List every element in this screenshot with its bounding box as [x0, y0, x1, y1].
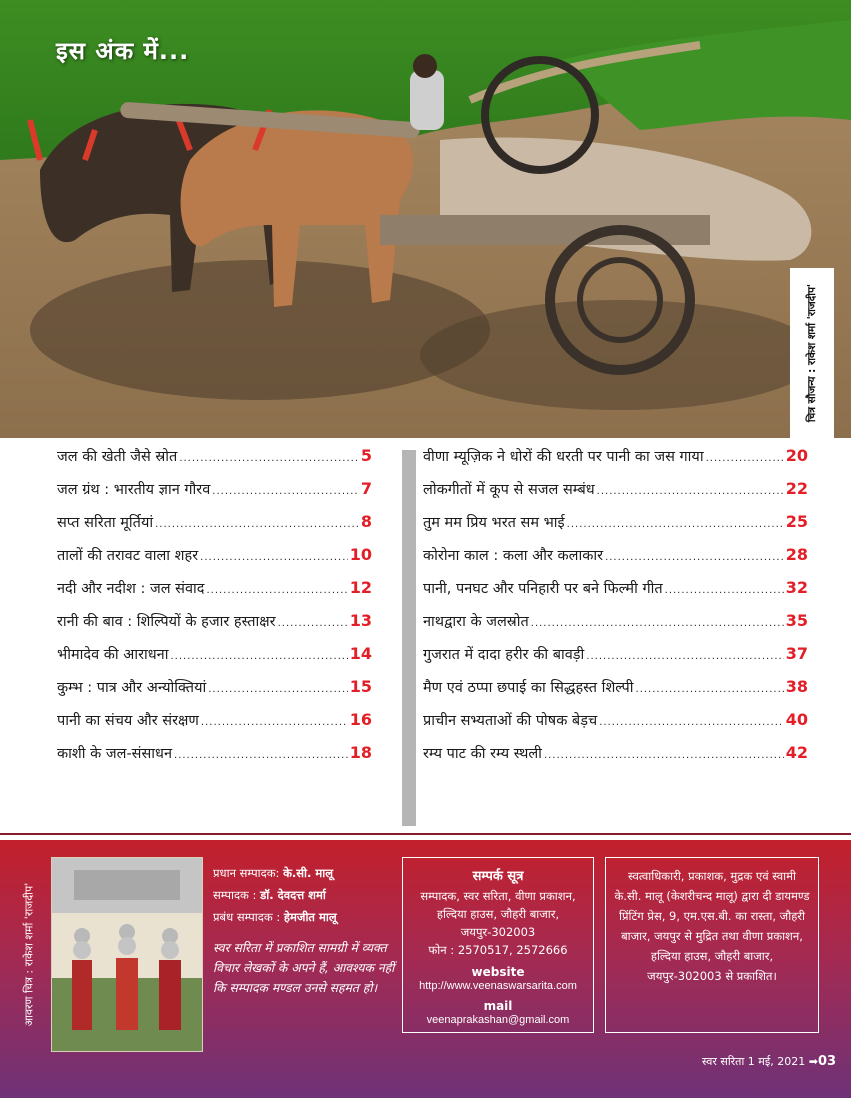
website-link[interactable]: http://www.veenaswarsarita.com	[419, 980, 577, 992]
toc-entry-page: 28	[785, 545, 808, 564]
website-label: website	[471, 965, 525, 979]
toc-entry-page: 35	[785, 611, 808, 630]
toc-entry[interactable]	[423, 446, 808, 479]
toc-entry-title: तुम मम प्रिय भरत सम भाई	[423, 515, 565, 531]
photo-credit-text: चित्र सौजन्य : राकेश शर्मा 'राजदीप'	[806, 283, 818, 423]
toc-entry[interactable]	[57, 611, 372, 644]
footer-top-rule	[0, 833, 851, 835]
toc-leader-dots	[278, 618, 348, 629]
toc-entry-title: नाथद्वारा के जलस्रोत	[423, 614, 529, 630]
footer-date: 1 मई, 2021	[747, 1055, 806, 1068]
toc-leader-dots	[201, 717, 348, 728]
toc-entry-title: कोरोना काल : कला और कलाकार	[423, 548, 604, 564]
cover-credit-text: आवरण चित्र : राकेश शर्मा 'राजदीप'	[22, 882, 36, 1026]
editor-role: प्रबंध सम्पादक :	[213, 910, 281, 924]
toc-entry-page: 22	[785, 479, 808, 498]
toc-entry-title: लोकगीतों में कूप से सजल सम्बंध	[423, 482, 595, 498]
cover-photo	[0, 0, 851, 438]
toc-entry-page: 20	[785, 446, 808, 465]
toc-leader-dots	[665, 585, 784, 596]
toc-entry-title: गुजरात में दादा हरीर की बावड़ी	[423, 647, 585, 663]
toc-entry-page: 38	[785, 677, 808, 696]
page-number: 03	[817, 1054, 837, 1069]
toc-entry-page: 18	[349, 743, 372, 762]
toc-leader-dots	[179, 453, 359, 464]
contact-phone: फोन : 2570517, 2572666	[428, 943, 568, 957]
toc-entry[interactable]	[57, 512, 372, 545]
toc-entry-title: कुम्भ : पात्र और अन्योक्तियां	[57, 680, 207, 696]
ownership-text: स्वत्वाधिकारी, प्रकाशक, मुद्रक एवं स्वामी के.सी. मालू (केशरीचन्द मालू) द्वारा दी डायमण्ड प्रिंटिंग प्रेस, 9, एम.एस.बी. का रास्ता, जौहरी बाजार, जयपुर से मुद्रित तथा वीणा प्रकाशन, हल्दिया हाउस, जौहरी बाजार, जयपुर-302003 से प्रकाशित।	[614, 869, 810, 983]
toc-entry-page: 15	[349, 677, 372, 696]
toc-right-column	[423, 446, 808, 776]
toc-entry-title: पानी, पनघट और पनिहारी पर बने फिल्मी गीत	[423, 581, 663, 597]
toc-entry-page: 7	[360, 479, 372, 498]
toc-leader-dots	[586, 651, 783, 662]
toc-entry[interactable]	[423, 479, 808, 512]
toc-entry-title: वीणा म्यूज़िक ने धोरों की धरती पर पानी का जस गाया	[423, 449, 704, 465]
toc-entry-page: 10	[349, 545, 372, 564]
toc-entry[interactable]	[423, 578, 808, 611]
mail-link[interactable]: veenaprakashan@gmail.com	[426, 1014, 570, 1026]
disclaimer-text: स्वर सरिता में प्रकाशित सामग्री में व्यक्त विचार लेखकों के अपने हैं, आवश्यक नहीं कि सम्पादक मण्डल उनसे सहमत हो।	[213, 941, 395, 995]
contact-heading: सम्पर्क सूत्र	[472, 869, 524, 884]
toc-entry-title: सप्त सरिता मूर्तियां	[57, 515, 154, 531]
toc-entry-title: रानी की बाव : शिल्पियों के हजार हस्ताक्षर	[57, 614, 276, 630]
editor-role: प्रधान सम्पादक:	[213, 866, 280, 880]
toc-leader-dots	[706, 453, 784, 464]
toc-entry[interactable]	[423, 512, 808, 545]
editor-name: के.सी. मालू	[283, 866, 334, 880]
arrow-right-icon: ➡	[808, 1055, 818, 1068]
toc-entry[interactable]	[57, 578, 372, 611]
contact-address: सम्पादक, स्वर सरिता, वीणा प्रकाशन, हल्दिया हाउस, जौहरी बाजार, जयपुर-302003	[420, 889, 576, 939]
toc-entry[interactable]	[423, 545, 808, 578]
toc-entry[interactable]	[423, 677, 808, 710]
toc-entry-title: मैण एवं ठप्पा छपाई का सिद्धहस्त शिल्पी	[423, 680, 634, 696]
toc-entry[interactable]	[57, 446, 372, 479]
toc-entry-page: 8	[360, 512, 372, 531]
ownership-box	[605, 857, 819, 1033]
toc-leader-dots	[531, 618, 784, 629]
editor-name: हेमजीत मालू	[283, 910, 337, 924]
toc-entry-title: नदी और नदीश : जल संवाद	[57, 581, 205, 597]
toc-entry-page: 42	[785, 743, 808, 762]
magazine-cover-thumbnail[interactable]	[51, 857, 203, 1052]
toc-entry-title: काशी के जल-संसाधन	[57, 746, 173, 762]
toc-entry-title: प्राचीन सभ्यताओं की पोषक बेड़च	[423, 713, 598, 729]
toc-entry-page: 37	[785, 644, 808, 663]
issue-heading: इस अंक में...	[56, 37, 190, 65]
toc-entry[interactable]	[57, 644, 372, 677]
editor-line	[213, 866, 403, 888]
toc-entry-page: 12	[349, 578, 372, 597]
toc-leader-dots	[208, 684, 347, 695]
toc-leader-dots	[599, 717, 784, 728]
photo-credit	[790, 268, 834, 438]
page-footer	[702, 1054, 836, 1069]
toc-entry[interactable]	[57, 710, 372, 743]
toc-leader-dots	[567, 519, 784, 530]
toc-entry[interactable]	[423, 611, 808, 644]
toc-column-divider	[402, 450, 416, 826]
toc-leader-dots	[200, 552, 348, 563]
mail-label: mail	[483, 999, 513, 1013]
toc-leader-dots	[155, 519, 359, 530]
editor-line	[213, 910, 403, 932]
toc-leader-dots	[636, 684, 784, 695]
toc-entry-title: तालों की तरावट वाला शहर	[57, 548, 199, 564]
toc-entry[interactable]	[423, 743, 808, 776]
toc-entry[interactable]	[57, 677, 372, 710]
editor-name: डॉ. देवदत्त शर्मा	[260, 888, 326, 902]
toc-entry[interactable]	[57, 479, 372, 512]
toc-entry[interactable]	[57, 743, 372, 776]
toc-entry-title: जल की खेती जैसे स्रोत	[57, 449, 178, 465]
toc-entry-page: 25	[785, 512, 808, 531]
toc-entry[interactable]	[57, 545, 372, 578]
contact-box	[402, 857, 594, 1033]
toc-entry-title: पानी का संचय और संरक्षण	[57, 713, 199, 729]
editor-line	[213, 888, 403, 910]
footer-magazine-name: स्वर सरिता	[702, 1055, 745, 1068]
toc-entry-title: भीमादेव की आराधना	[57, 647, 169, 663]
toc-left-column	[57, 446, 372, 776]
toc-leader-dots	[170, 651, 347, 662]
toc-entry-page: 13	[349, 611, 372, 630]
cover-illustration	[52, 858, 202, 1051]
toc-entry-page: 40	[785, 710, 808, 729]
toc-entry-page: 14	[349, 644, 372, 663]
toc-leader-dots	[212, 486, 359, 497]
toc-leader-dots	[605, 552, 784, 563]
editor-role: सम्पादक :	[213, 888, 257, 902]
editorial-credits	[213, 866, 403, 998]
toc-entry[interactable]	[423, 644, 808, 677]
toc-entry-page: 16	[349, 710, 372, 729]
toc-entry[interactable]	[423, 710, 808, 743]
toc-entry-title: जल ग्रंथ : भारतीय ज्ञान गौरव	[57, 482, 211, 498]
toc-leader-dots	[597, 486, 784, 497]
toc-entry-title: रम्य पाट की रम्य स्थली	[423, 746, 542, 762]
toc-entry-page: 32	[785, 578, 808, 597]
toc-leader-dots	[544, 750, 784, 761]
toc-leader-dots	[174, 750, 348, 761]
toc-leader-dots	[206, 585, 347, 596]
cover-credit	[14, 858, 44, 1050]
toc-entry-page: 5	[360, 446, 372, 465]
